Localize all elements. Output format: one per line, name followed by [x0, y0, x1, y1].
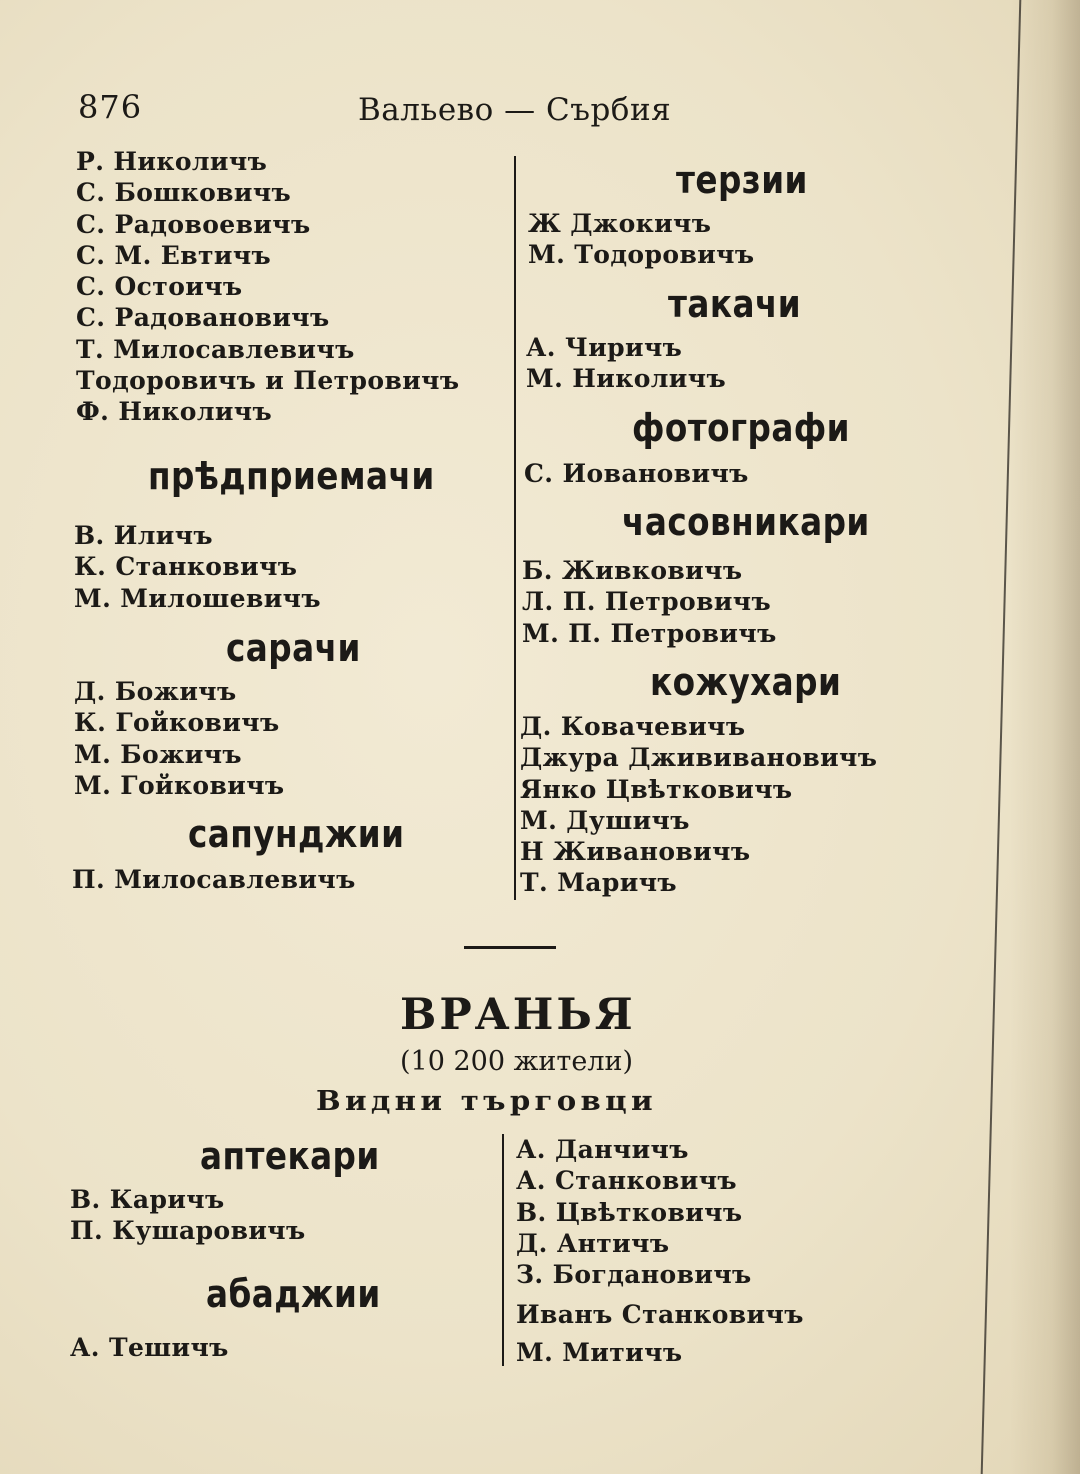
list-item: Иванъ Станковичъ [516, 1300, 804, 1330]
list-item: М. Милошевичъ [74, 583, 321, 613]
list-item: Янко Цвѣтковичъ [520, 774, 793, 804]
vranja-right-list [516, 1134, 804, 1368]
list-item: В. Каричъ [70, 1185, 225, 1214]
population-line: (10 200 жители) [400, 1046, 634, 1077]
list-item: А. Чиричъ [526, 333, 683, 362]
list-item: Т. Милосавлевичъ [76, 334, 355, 364]
list-item: П. Милосавлевичъ [72, 865, 356, 894]
saddlers-list [74, 676, 284, 801]
section-heading-takachi: такачи [668, 282, 802, 326]
list-item: Тодоровичъ и Петровичъ [76, 366, 460, 396]
list-item: К. Гойковичъ [74, 708, 280, 738]
page-number: 876 [78, 88, 143, 126]
city-title: ВРАНЬЯ [400, 990, 636, 1040]
section-heading-soapmakers: сапунджии [188, 812, 405, 856]
watchmakers-list [522, 555, 777, 649]
soapmakers-list [72, 864, 356, 895]
list-item: Ф. Николичъ [76, 397, 273, 427]
list-item: С. Радовановичъ [76, 303, 330, 333]
furriers-list [520, 711, 877, 899]
list-item: М. Божичъ [74, 739, 242, 769]
column-divider-top [514, 156, 516, 900]
list-item: Л. П. Петровичъ [522, 587, 772, 617]
abadzhii-list [70, 1332, 229, 1363]
takachi-list [526, 332, 726, 395]
list-item: С. Остоичъ [76, 272, 243, 302]
list-item: Н Живановичъ [520, 837, 751, 867]
pharmacists-list [70, 1184, 306, 1247]
photographers-list [524, 458, 749, 489]
tailors-list [528, 208, 754, 271]
list-item: М. Гойковичъ [74, 770, 285, 800]
list-item: Д. Античъ [516, 1228, 670, 1258]
list-item: З. Богдановичъ [516, 1260, 752, 1290]
section-heading-abadzhii: абаджии [206, 1272, 381, 1316]
list-item: П. Кушаровичъ [70, 1216, 306, 1246]
subtitle: Видни търговци [316, 1086, 657, 1117]
list-item: Б. Живковичъ [522, 556, 743, 585]
section-separator [464, 946, 556, 949]
running-title: Вальево — Сърбия [358, 92, 672, 128]
list-item: В. Иличъ [74, 521, 214, 550]
contractors-list [74, 520, 321, 614]
section-heading-tailors: терзии [676, 158, 808, 202]
list-item: М. Душичъ [520, 805, 690, 835]
list-item: Д. Божичъ [74, 677, 237, 706]
valjevo-left-continued-list [76, 146, 459, 428]
list-item: С. Радовоевичъ [76, 209, 311, 239]
section-heading-saddlers: сарачи [226, 626, 361, 670]
list-item: А. Тешичъ [70, 1333, 229, 1362]
list-item: С. М. Евтичъ [76, 240, 272, 270]
section-heading-pharmacists: аптекари [200, 1134, 380, 1178]
list-item: С. Иовановичъ [524, 459, 749, 488]
list-item: Ж Джокичъ [528, 209, 712, 238]
list-item: М. П. Петровичъ [522, 618, 777, 648]
list-item: В. Цвѣтковичъ [516, 1197, 743, 1227]
section-heading-furriers: кожухари [650, 660, 842, 704]
list-item: М. Тодоровичъ [528, 240, 755, 270]
list-item: С. Бошковичъ [76, 178, 292, 208]
list-item: А. Станковичъ [516, 1166, 737, 1196]
list-item: Д. Ковачевичъ [520, 712, 746, 741]
list-item: Р. Николичъ [76, 147, 268, 176]
column-divider-bottom [502, 1134, 504, 1366]
list-item: М. Николичъ [526, 364, 727, 394]
list-item: А. Данчичъ [516, 1135, 689, 1164]
page-edge-shadow [1010, 0, 1080, 1474]
list-item: М. Митичъ [516, 1337, 683, 1367]
section-heading-watchmakers: часовникари [622, 500, 870, 544]
list-item: Джура Джививановичъ [520, 743, 878, 773]
list-item: К. Станковичъ [74, 552, 298, 582]
section-heading-contractors: прѣдприемачи [148, 454, 435, 498]
list-item: Т. Маричъ [520, 868, 677, 898]
section-heading-photographers: фотографи [632, 406, 850, 450]
